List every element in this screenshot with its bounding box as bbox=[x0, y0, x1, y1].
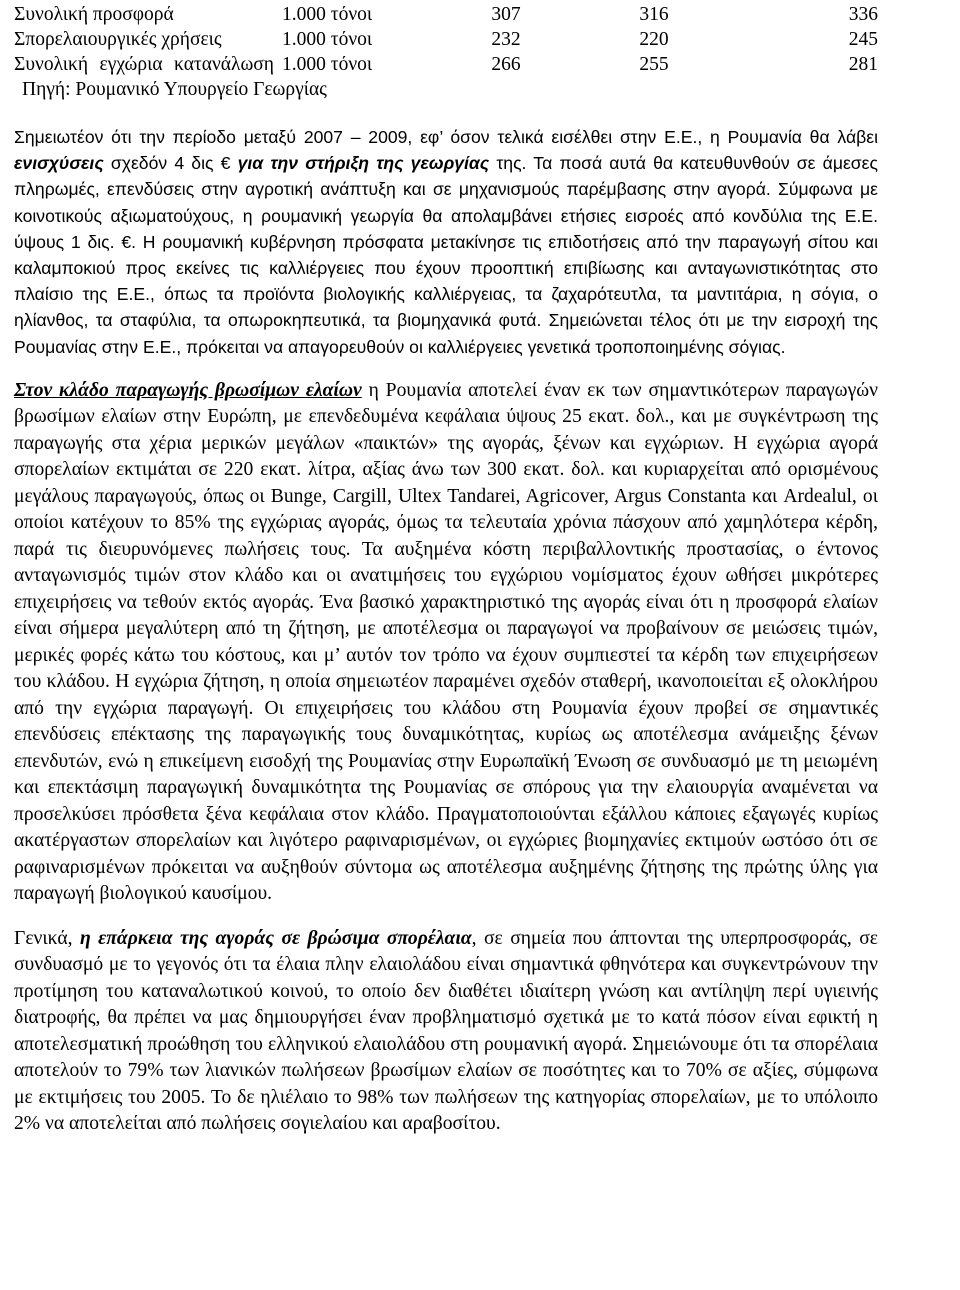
document-page bbox=[14, 2, 878, 1138]
text-run: σχεδόν 4 δις € bbox=[103, 153, 238, 174]
supply-table bbox=[14, 2, 878, 77]
table-value: 220 bbox=[639, 29, 669, 50]
table-value: 245 bbox=[848, 29, 878, 50]
table-unit: 1.000 τόνοι bbox=[282, 4, 373, 25]
table-category: Συνολική προσφορά bbox=[14, 4, 174, 25]
table-row bbox=[14, 2, 878, 27]
text-run: Γενικά, bbox=[14, 927, 80, 949]
emphasis-subsidies: ενισχύσεις bbox=[14, 153, 104, 174]
text-run: , σε σημεία που άπτονται της υπερπροσφοράς, σε συνδυασμό με το γεγονός ότι τα έλαια πλην ελαιολάδου είναι σημαντικά φθηνότερα και συγκεντρώνουν την προτίμηση του καταναλωτικού κοινού, το οποίο δεν διαθέτει ιδιαίτερη γνώση και αντίληψη περί υγιεινής διατροφής, θα πρέπει να μας δημιουργήσει έναν προβληματισμό σχετικά με το κατά πόσον είναι εφικτή η αποτελεσματική προώθηση του ελληνικού ελαιολάδου στη ρουμανική αγορά. Σημειώνουμε ότι τα σπορέλαια αποτελούν το 79% των λιανικών πωλήσεων βρωσίμων ελαίων σε ποσότητες και το 70% σε αξίες, σύμφωνα με εκτιμήσεις του 2005. Το δε ηλιέλαιο το 98% των πωλήσεων της κατηγορίας σπορελαίων, με το υπόλοιπο 2% να αποτελείται από πωλήσεις σογιελαίου και αραβοσίτου. bbox=[14, 927, 879, 1135]
emphasis-market-sufficiency: η επάρκεια της αγοράς σε βρώσιμα σπορέλαια bbox=[79, 927, 472, 949]
table-category: Συνολική εγχώρια κατανάλωση bbox=[14, 54, 274, 75]
table-row bbox=[14, 27, 878, 52]
table-value: 281 bbox=[848, 54, 878, 75]
paragraph-market-sufficiency bbox=[14, 926, 878, 1138]
paragraph-edible-oils bbox=[14, 378, 878, 908]
emphasis-agriculture-support: για την στήριξη της γεωργίας bbox=[237, 153, 490, 174]
text-run: Σημειωτέον ότι την περίοδο μεταξύ 2007 – 2009, εφ’ όσον τελικά εισέλθει στην Ε.Ε., η Ρουμανία θα λάβει bbox=[14, 127, 878, 147]
table-value: 255 bbox=[639, 54, 669, 75]
paragraph-eu-support bbox=[14, 124, 878, 360]
table-unit: 1.000 τόνοι bbox=[282, 29, 373, 50]
table-source: Πηγή: Ρουμανικό Υπουργείο Γεωργίας bbox=[22, 79, 327, 100]
table-row bbox=[14, 52, 878, 77]
table-value: 307 bbox=[491, 4, 521, 25]
emphasis-edible-oils-sector: Στον κλάδο παραγωγής βρωσίμων ελαίων bbox=[14, 379, 362, 401]
table-category: Σπορελαιουργικές χρήσεις bbox=[14, 29, 222, 50]
text-run: της. Τα ποσά αυτά θα κατευθυνθούν σε άμεσες πληρωμές, επενδύσεις στην αγροτική ανάπτυξη και σε μηχανισμούς παρέμβασης στην αγορά. Σύμφωνα με κοινοτικούς αξιωματούχους, η ρουμανική γεωργία θα απολαμβάνει ετήσιες εισροές από κονδύλια της Ε.Ε. ύψους 1 δις. €. Η ρουμανική κυβέρνηση πρόσφατα μετακίνησε τις επιδοτήσεις από την παραγωγή σίτου και καλαμποκιού προς εκείνες τις καλλιέργειες που έχουν προοπτική επιβίωσης και ανταγωνιστικότητας στο πλαίσιο της Ε.Ε., όπως τα προϊόντα βιολογικής καλλιέργειας, τα ζαχαρότευτλα, τα μαντιτάρια, η σόγια, ο ηλίανθος, τα σταφύλια, τα οπωροκηπευτικά, τα βιομηχανικά φυτά. Σημειώνεται τέλος ότι με την εισροχή της Ρουμανίας στην Ε.Ε., πρόκειται να απαγορευθούν οι καλλιέργειες γενετικά τροποποιημένης σόγιας. bbox=[14, 153, 878, 357]
table-value: 336 bbox=[848, 4, 878, 25]
table-unit: 1.000 τόνοι bbox=[282, 54, 373, 75]
table-value: 316 bbox=[639, 4, 669, 25]
text-run: η Ρουμανία αποτελεί έναν εκ των σημαντικότερων παραγωγών βρωσίμων ελαίων στην Ευρώπη, με επενδεδυμένα κεφάλαια ύψους 25 εκατ. δολ., και με συγκέντρωση της παραγωγής στα χέρια μερικών μεγάλων «παικτών» της αγοράς, ξένων και εγχώριων. Η εγχώρια αγορά σπορελαίων εκτιμάται σε 220 εκατ. λίτρα, αξίας άνω των 300 εκατ. δολ. και κυριαρχείται από ορισμένους μεγάλους παραγωγούς, όπως οι Bunge, Cargill, Ultex Tandarei, Agricover, Argus Constanta και Ardealul, οι οποίοι κατέχουν το 85% της εγχώριας αγοράς, όμως τα τελευταία χρόνια πάσχουν από χαμηλότερα κέρδη, παρά τις διευρυνόμενες πωλήσεις τους. Τα αυξημένα κόστη περιβαλλοντικής προστασίας, ο έντονος ανταγωνισμός τιμών στον κλάδο και οι ανατιμήσεις του εγχώριου νομίσματος έχουν ωθήσει μικρότερες επιχειρήσεις να τεθούν εκτός αγοράς. Ένα βασικό χαρακτηριστικό της αγοράς είναι ότι η προσφορά ελαίων είναι σήμερα μεγαλύτερη από τη ζήτηση, με αποτέλεσμα οι παραγωγοί να προβαίνουν σε μειώσεις τιμών, μερικές φορές κάτω του κόστους, και μ’ αυτόν τον τρόπο να έχουν συμπιεστεί τα κέρδη των επιχειρήσεων του κλάδου. Η εγχώρια ζήτηση, η οποία σημειωτέον παραμένει σχεδόν σταθερή, ικανοποιείται εξ ολοκλήρου από την εγχώρια παραγωγή. Οι επιχειρήσεις του κλάδου στη Ρουμανία έχουν προβεί σε σημαντικές επενδύσεις επέκτασης της παραγωγικής τους δυναμικότητας, κυρίως ως αποτέλεσμα ανάμειξης ξένων επενδυτών, ενώ η επικείμενη εισοδχή της Ρουμανίας στην Ευρωπαϊκή Ένωση σε συνδυασμό με τη μειωμένη και επεκτάσιμη παραγωγική δυναμικότητα της Ρουμανίας σε σπόρους για την ελαιουργία αναμένεται να προσελκύσει πρόσθετα ξένα κεφάλαια στον κλάδο. Πραγματοποιούνται εξάλλου κάποιες εξαγωγές κυρίως ακατέργαστων σπορελαίων και λιγότερο ραφιναρισμένων, οι εγχώριες βιομηχανίες εκτιμούν ωστόσο ότι σε ραφιναρισμένων πρόκειται να αυξηθούν σύντομα ως αποτέλεσμα αυξημένης ζήτησης της πρώτης ύλης για παραγωγή βιολογικού καυσίμου. bbox=[14, 379, 878, 905]
table-value: 232 bbox=[491, 29, 521, 50]
table-value: 266 bbox=[491, 54, 521, 75]
